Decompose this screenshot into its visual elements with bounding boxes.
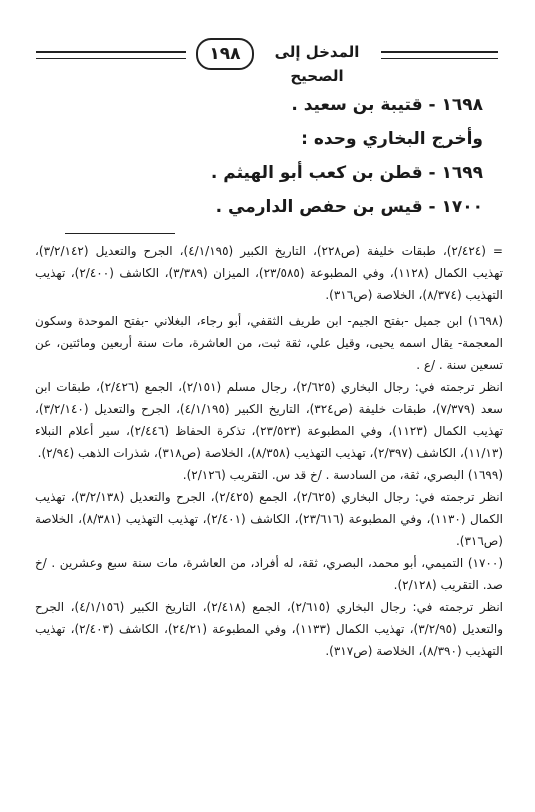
footnote-1699-sources: انظر ترجمته في: رجال البخاري (٢/٦٢٥)، الجمع (٢/٤٢٥)، الجرح والتعديل (٣/٢/١٣٨)، تهذيب الكمال (١١٣٠)، وفي المطبوعة (٢٣/٦١٦)، الكاشف (٢/٤٠١)، تهذيب التهذيب (٨/٣٨١)، الخلاصة (ص٣١٦). (35, 490, 503, 548)
section-heading: وأخرج البخاري وحده : (301, 129, 483, 149)
footnote-1698: (١٦٩٨) ابن جميل -بفتح الجيم- ابن طريف الثقفي، أبو رجاء، البغلاني -بفتح الموحدة وسكون المعجمة- يقال اسمه يحيى، وقيل علي، ثقة ثبت، من العاشرة، مات سنة أربعين ومائتين، عن تسعين سنة . /ع . (35, 314, 503, 372)
main-text (63, 88, 483, 224)
entry-1699: ١٦٩٩ - قطن بن كعب أبو الهيثم . (210, 163, 483, 183)
running-header (36, 38, 498, 85)
header-rule-left (36, 51, 186, 59)
footnote-1699: (١٦٩٩) البصري، ثقة، من السادسة . /خ قد س. التقريب (٢/١٢٦). (182, 468, 503, 482)
footnote-continuation: = (٢/٤٢٤)، طبقات خليفة (ص٢٢٨)، التاريخ الكبير (٤/١/١٩٥)، الجرح والتعديل (٣/٢/١٤٢)، تهذيب الكمال (١١٢٨)، وفي المطبوعة (٢٣/٥٨٥)، الميزان (٣/٣٨٩)، الكاشف (٢/٤٠٠)، تهذيب التهذيب (٨/٣٧٤)، الخلاصة (ص٣١٦). (35, 244, 503, 302)
entry-1700: ١٧٠٠ - قيس بن حفص الدارمي . (215, 197, 483, 217)
page-number: ١٩٨ (196, 38, 254, 70)
footnote-1700: (١٧٠٠) التميمي، أبو محمد، البصري، ثقة، له أفراد، من العاشرة، مات سنة سبع وعشرين . /خ صد. التقريب (٢/١٢٨). (35, 556, 503, 592)
header-rule-right (381, 51, 498, 59)
entry-1698: ١٦٩٨ - قتيبة بن سعيد . (291, 95, 483, 115)
footnote-separator (65, 233, 175, 234)
footnote-1700-sources: انظر ترجمته في: رجال البخاري (٢/٦١٥)، الجمع (٢/٤١٨)، التاريخ الكبير (٤/١/١٥٦)، الجرح والتعديل (٣/٢/٩٥)، تهذيب الكمال (١١٣٣)، وفي المطبوعة (٢٤/٢١)، الكاشف (٢/٤٠٣)، تهذيب التهذيب (٨/٣٩٠)، الخلاصة (ص٣١٧). (35, 600, 503, 658)
footnote-1698-sources: انظر ترجمته في: رجال البخاري (٢/٦٢٥)، رجال مسلم (٢/١٥١)، الجمع (٢/٤٢٦)، طبقات ابن سعد (٧/٣٧٩)، طبقات خليفة (ص٣٢٤)، التاريخ الكبير (٤/١/١٩٥)، الجرح والتعديل (٣/٢/١٤٠)، تهذيب الكمال (١١٢٣)، وفي المطبوعة (٢٣/٥٢٣)، تذكرة الحفاظ (٢/٤٤٦)، سير أعلام النبلاء (١١/١٣)، الكاشف (٢/٣٩٧)، تهذيب التهذيب (٨/٣٥٨)، الخلاصة (ص٣١٨)، شذرات الذهب (٢/٩٤). (35, 380, 503, 460)
footnotes (35, 240, 503, 662)
running-title: المدخل إلى الصحيح (274, 43, 360, 85)
